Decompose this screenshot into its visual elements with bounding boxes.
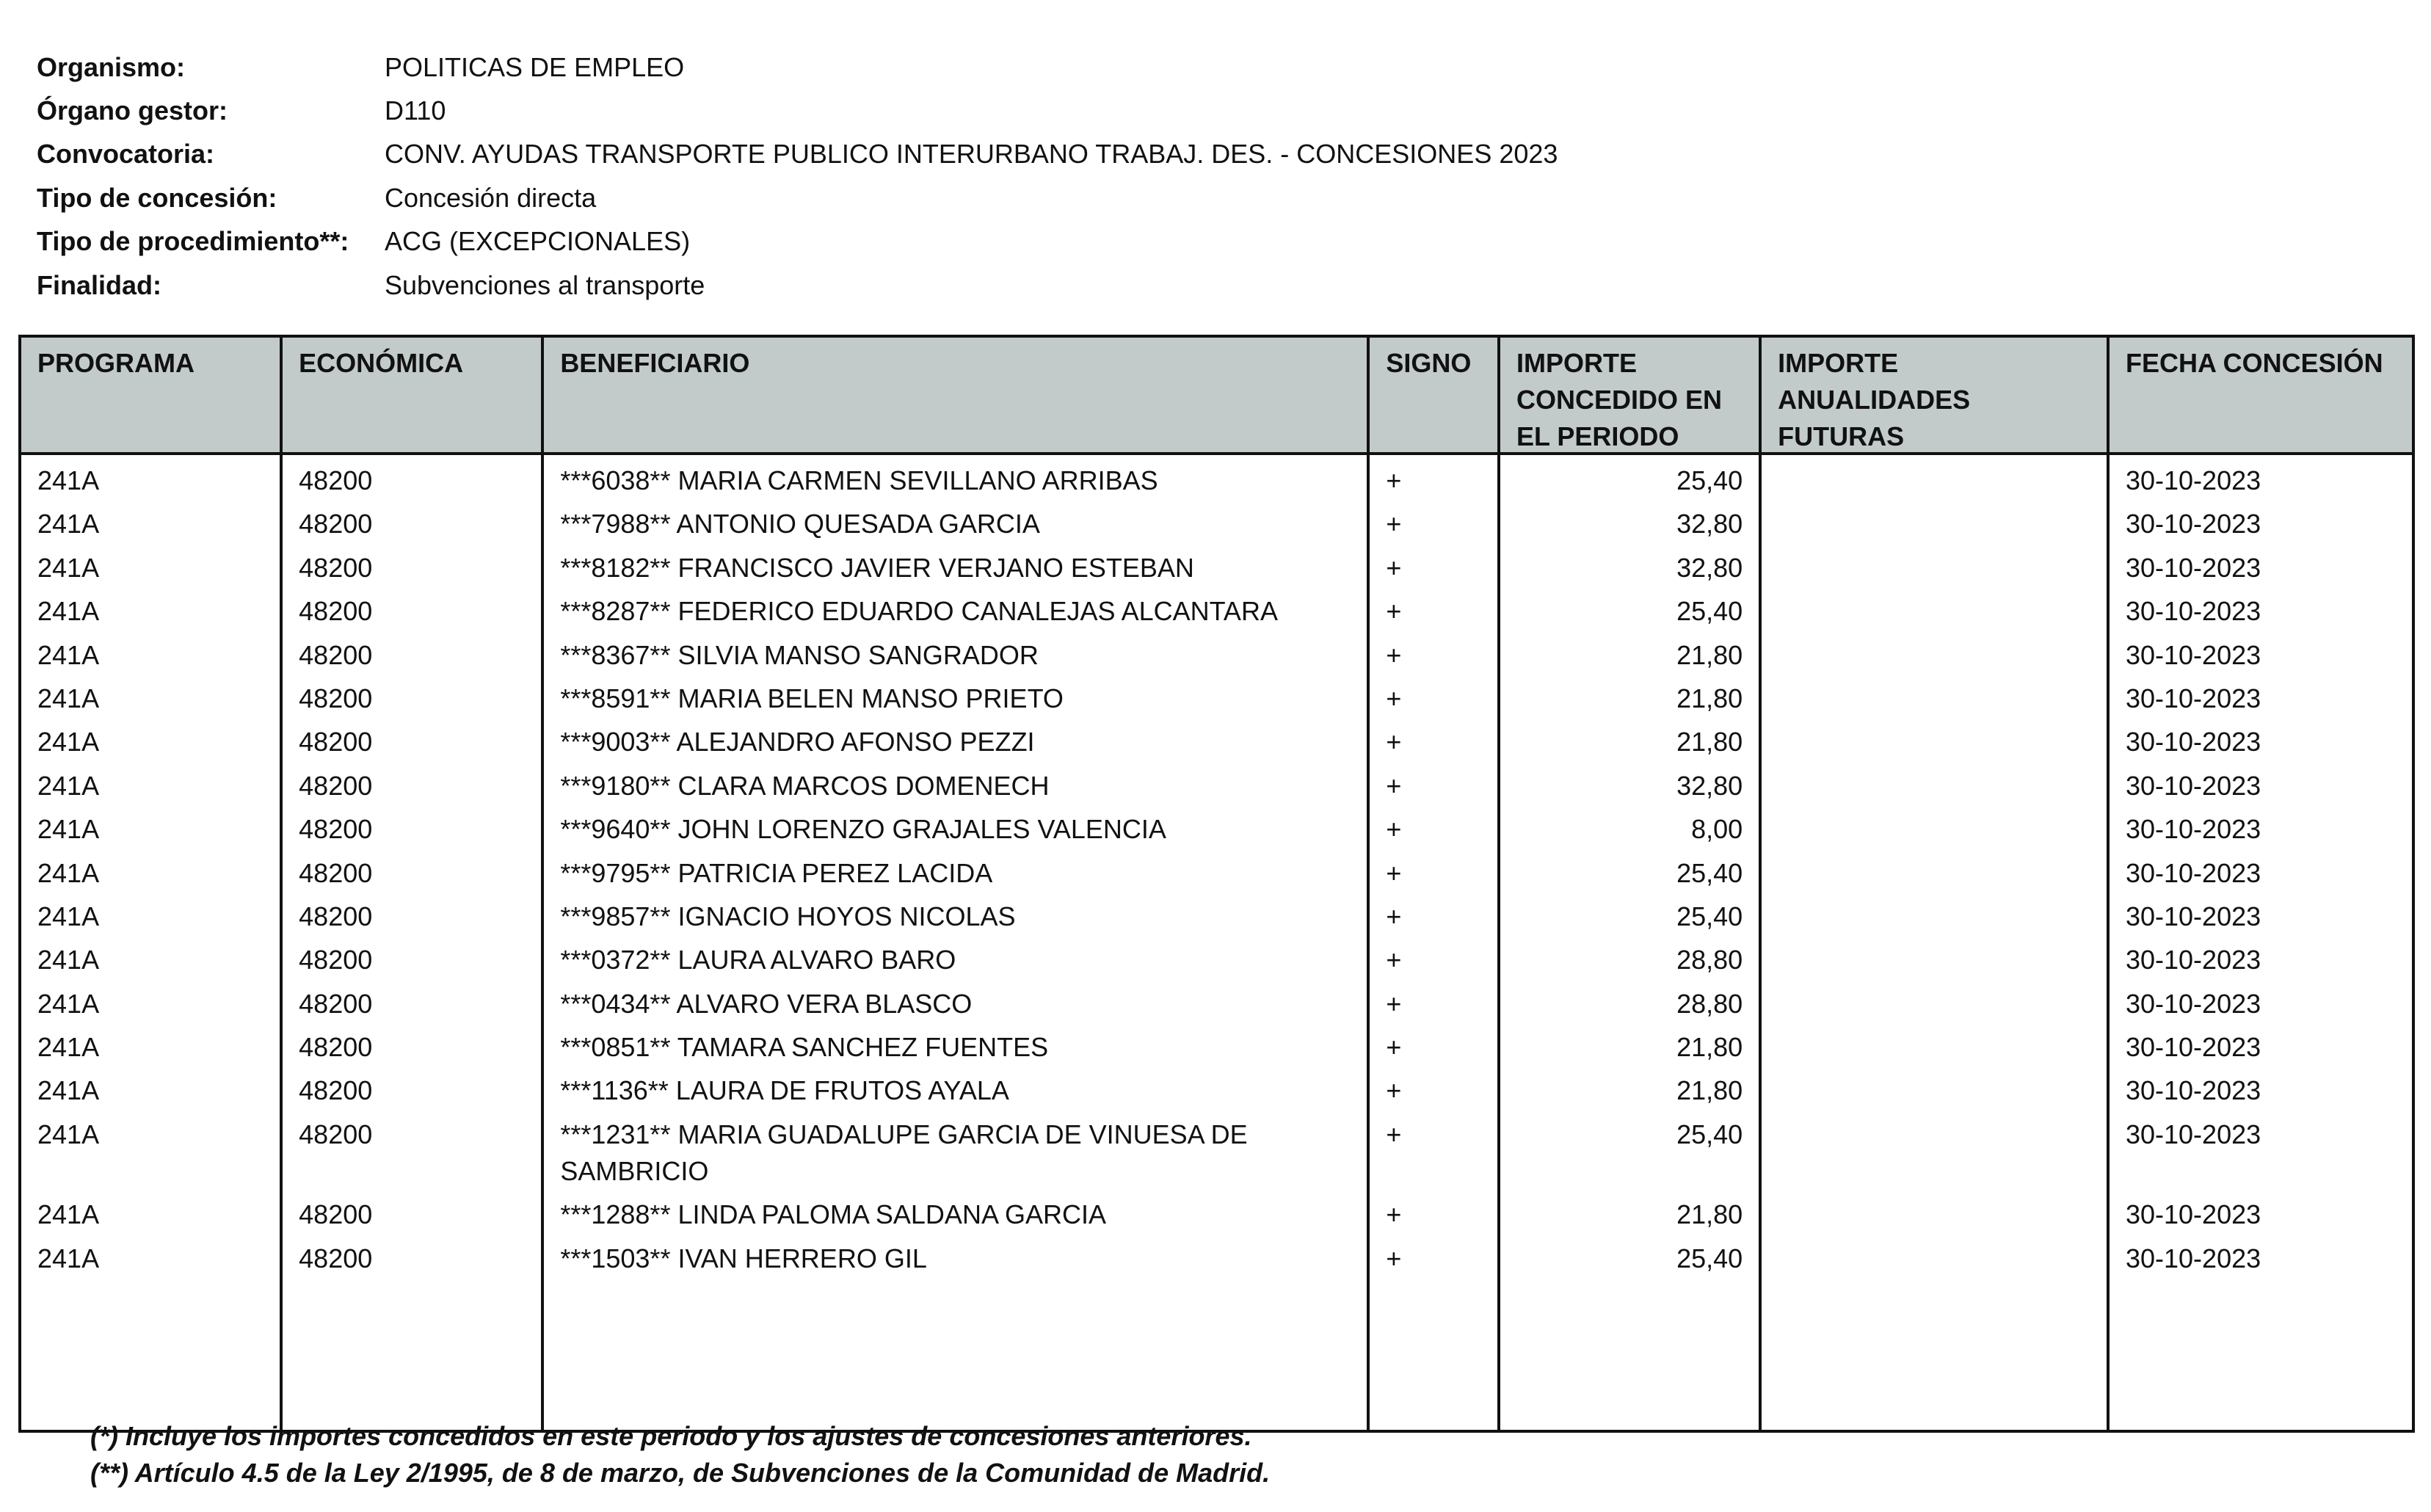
cell-economica: 48200 [299, 901, 373, 931]
cell-beneficiario: ***0372** LAURA ALVARO BARO [560, 945, 956, 975]
cell-fecha: 30-10-2023 [2125, 683, 2261, 713]
footnote-articulo: (**) Artículo 4.5 de la Ley 2/1995, de 8 de marzo, de Subvenciones de la Comunidad de Madrid. [90, 1458, 1271, 1488]
cell-economica: 48200 [299, 1199, 373, 1230]
cell-beneficiario: ***1231** MARIA GUADALUPE GARCIA DE VINUESA DE SAMBRICIO [560, 1119, 1248, 1186]
grants-table [18, 335, 2415, 1433]
cell-importe: 21,80 [1676, 1199, 1743, 1230]
cell-fecha: 30-10-2023 [2125, 552, 2261, 583]
cell-fecha: 30-10-2023 [2125, 945, 2261, 975]
cell-importe: 8,00 [1691, 814, 1743, 845]
meta-row-tipo-concesion [37, 176, 1558, 219]
cell-economica: 48200 [299, 988, 373, 1019]
cell-importe: 25,40 [1676, 901, 1743, 931]
meta-label: Tipo de concesión: [37, 182, 277, 213]
cell-beneficiario: ***1136** LAURA DE FRUTOS AYALA [560, 1075, 1009, 1106]
cell-beneficiario: ***6038** MARIA CARMEN SEVILLANO ARRIBAS [560, 465, 1158, 495]
cell-beneficiario: ***8367** SILVIA MANSO SANGRADOR [560, 639, 1039, 670]
cell-importe: 32,80 [1676, 770, 1743, 801]
cell-importe: 21,80 [1676, 1032, 1743, 1063]
cell-signo: + [1386, 1243, 1402, 1273]
cell-signo: + [1386, 1199, 1402, 1230]
table-body [21, 455, 2412, 1430]
cell-signo: + [1386, 727, 1402, 757]
column-economica [283, 455, 544, 1430]
cell-importe: 25,40 [1676, 1243, 1743, 1273]
cell-importe: 25,40 [1676, 1119, 1743, 1149]
cell-beneficiario: ***0434** ALVARO VERA BLASCO [560, 988, 973, 1019]
cell-programa: 241A [37, 552, 100, 583]
cell-signo: + [1386, 770, 1402, 801]
footnote-importes: (*) Incluye los importes concedidos en este periodo y los ajustes de concesiones anteriores. [90, 1421, 1252, 1451]
cell-economica: 48200 [299, 552, 373, 583]
meta-value: Concesión directa [385, 182, 597, 213]
header-programa: PROGRAMA [21, 338, 283, 452]
cell-beneficiario: ***8287** FEDERICO EDUARDO CANALEJAS ALCANTARA [560, 596, 1278, 627]
cell-programa: 241A [37, 683, 100, 713]
cell-economica: 48200 [299, 683, 373, 713]
cell-fecha: 30-10-2023 [2125, 988, 2261, 1019]
cell-programa: 241A [37, 945, 100, 975]
cell-signo: + [1386, 945, 1402, 975]
cell-fecha: 30-10-2023 [2125, 1119, 2261, 1149]
cell-futuras [1778, 469, 2090, 542]
cell-fecha: 30-10-2023 [2125, 1243, 2261, 1273]
cell-importe: 28,80 [1676, 945, 1743, 975]
cell-signo: + [1386, 1119, 1402, 1149]
header-importe-concedido: IMPORTE CONCEDIDO EN EL PERIODO [1500, 338, 1762, 452]
cell-importe: 32,80 [1676, 509, 1743, 539]
meta-value: D110 [385, 95, 446, 126]
cell-fecha: 30-10-2023 [2125, 509, 2261, 539]
meta-label: Convocatoria: [37, 139, 215, 170]
column-programa [21, 455, 283, 1430]
cell-fecha: 30-10-2023 [2125, 465, 2261, 495]
cell-programa: 241A [37, 857, 100, 888]
cell-beneficiario: ***9003** ALEJANDRO AFONSO PEZZI [560, 727, 1035, 757]
column-beneficiario [544, 455, 1370, 1430]
cell-beneficiario: ***0851** TAMARA SANCHEZ FUENTES [560, 1032, 1049, 1063]
meta-label: Órgano gestor: [37, 95, 228, 126]
cell-beneficiario: ***7988** ANTONIO QUESADA GARCIA [560, 509, 1040, 539]
header-economica: ECONÓMICA [283, 338, 544, 452]
header-signo: SIGNO [1370, 338, 1500, 452]
cell-fecha: 30-10-2023 [2125, 770, 2261, 801]
cell-signo: + [1386, 988, 1402, 1019]
cell-beneficiario: ***1288** LINDA PALOMA SALDANA GARCIA [560, 1199, 1106, 1230]
cell-programa: 241A [37, 509, 100, 539]
cell-signo: + [1386, 596, 1402, 627]
meta-row-tipo-procedimiento [37, 220, 1558, 263]
cell-economica: 48200 [299, 596, 373, 627]
cell-fecha: 30-10-2023 [2125, 727, 2261, 757]
cell-signo: + [1386, 1032, 1402, 1063]
cell-programa: 241A [37, 1119, 100, 1149]
meta-label: Finalidad: [37, 269, 161, 300]
cell-programa: 241A [37, 639, 100, 670]
cell-beneficiario: ***8591** MARIA BELEN MANSO PRIETO [560, 683, 1064, 713]
cell-programa: 241A [37, 596, 100, 627]
cell-economica: 48200 [299, 639, 373, 670]
cell-programa: 241A [37, 1243, 100, 1273]
cell-importe: 21,80 [1676, 1075, 1743, 1106]
meta-row-convocatoria [37, 133, 1558, 176]
cell-programa: 241A [37, 814, 100, 845]
meta-row-organismo [37, 46, 1558, 89]
cell-importe: 25,40 [1676, 596, 1743, 627]
cell-importe: 25,40 [1676, 465, 1743, 495]
cell-signo: + [1386, 857, 1402, 888]
cell-economica: 48200 [299, 1032, 373, 1063]
cell-signo: + [1386, 552, 1402, 583]
cell-signo: + [1386, 814, 1402, 845]
cell-signo: + [1386, 509, 1402, 539]
cell-importe: 21,80 [1676, 727, 1743, 757]
meta-value: CONV. AYUDAS TRANSPORTE PUBLICO INTERURBANO TRABAJ. DES. - CONCESIONES 2023 [385, 139, 1558, 170]
column-signo [1370, 455, 1500, 1430]
cell-beneficiario: ***9180** CLARA MARCOS DOMENECH [560, 770, 1050, 801]
meta-value: Subvenciones al transporte [385, 269, 705, 300]
cell-beneficiario: ***1503** IVAN HERRERO GIL [560, 1243, 927, 1273]
meta-label: Organismo: [37, 51, 186, 82]
footnotes [90, 1418, 1270, 1491]
cell-economica: 48200 [299, 1119, 373, 1149]
meta-value: ACG (EXCEPCIONALES) [385, 226, 691, 257]
cell-beneficiario: ***8182** FRANCISCO JAVIER VERJANO ESTEBAN [560, 552, 1194, 583]
column-importe-concedido [1500, 455, 1762, 1430]
header-beneficiario: BENEFICIARIO [544, 338, 1370, 452]
meta-label: Tipo de procedimiento**: [37, 226, 349, 257]
cell-fecha: 30-10-2023 [2125, 857, 2261, 888]
cell-programa: 241A [37, 901, 100, 931]
cell-signo: + [1386, 683, 1402, 713]
metadata-block [37, 46, 1558, 307]
cell-beneficiario: ***9857** IGNACIO HOYOS NICOLAS [560, 901, 1016, 931]
cell-fecha: 30-10-2023 [2125, 596, 2261, 627]
meta-value: POLITICAS DE EMPLEO [385, 51, 685, 82]
header-fecha-concesion: FECHA CONCESIÓN [2125, 348, 2383, 378]
meta-row-finalidad [37, 263, 1558, 307]
cell-importe: 25,40 [1676, 857, 1743, 888]
cell-fecha: 30-10-2023 [2125, 1032, 2261, 1063]
table-header [21, 338, 2412, 455]
cell-importe: 28,80 [1676, 988, 1743, 1019]
cell-signo: + [1386, 901, 1402, 931]
cell-programa: 241A [37, 1199, 100, 1230]
cell-importe: 21,80 [1676, 683, 1743, 713]
cell-economica: 48200 [299, 770, 373, 801]
cell-fecha: 30-10-2023 [2125, 814, 2261, 845]
cell-programa: 241A [37, 1032, 100, 1063]
column-fecha-concesion [2110, 455, 2412, 1430]
cell-programa: 241A [37, 727, 100, 757]
column-importe-futuras [1762, 455, 2110, 1430]
cell-fecha: 30-10-2023 [2125, 1075, 2261, 1106]
header-importe-futuras: IMPORTE ANUALIDADES FUTURAS [1762, 338, 2110, 452]
cell-economica: 48200 [299, 814, 373, 845]
cell-fecha: 30-10-2023 [2125, 1199, 2261, 1230]
cell-importe: 21,80 [1676, 639, 1743, 670]
meta-row-organo-gestor [37, 89, 1558, 132]
cell-fecha: 30-10-2023 [2125, 639, 2261, 670]
cell-programa: 241A [37, 770, 100, 801]
cell-beneficiario: ***9795** PATRICIA PEREZ LACIDA [560, 857, 993, 888]
cell-economica: 48200 [299, 1243, 373, 1273]
cell-importe: 32,80 [1676, 552, 1743, 583]
cell-economica: 48200 [299, 509, 373, 539]
cell-programa: 241A [37, 465, 100, 495]
cell-economica: 48200 [299, 857, 373, 888]
cell-signo: + [1386, 1075, 1402, 1106]
cell-programa: 241A [37, 1075, 100, 1106]
cell-economica: 48200 [299, 727, 373, 757]
cell-economica: 48200 [299, 1075, 373, 1106]
cell-economica: 48200 [299, 945, 373, 975]
cell-signo: + [1386, 465, 1402, 495]
cell-beneficiario: ***9640** JOHN LORENZO GRAJALES VALENCIA [560, 814, 1166, 845]
cell-fecha: 30-10-2023 [2125, 901, 2261, 931]
cell-signo: + [1386, 639, 1402, 670]
cell-economica: 48200 [299, 465, 373, 495]
cell-programa: 241A [37, 988, 100, 1019]
